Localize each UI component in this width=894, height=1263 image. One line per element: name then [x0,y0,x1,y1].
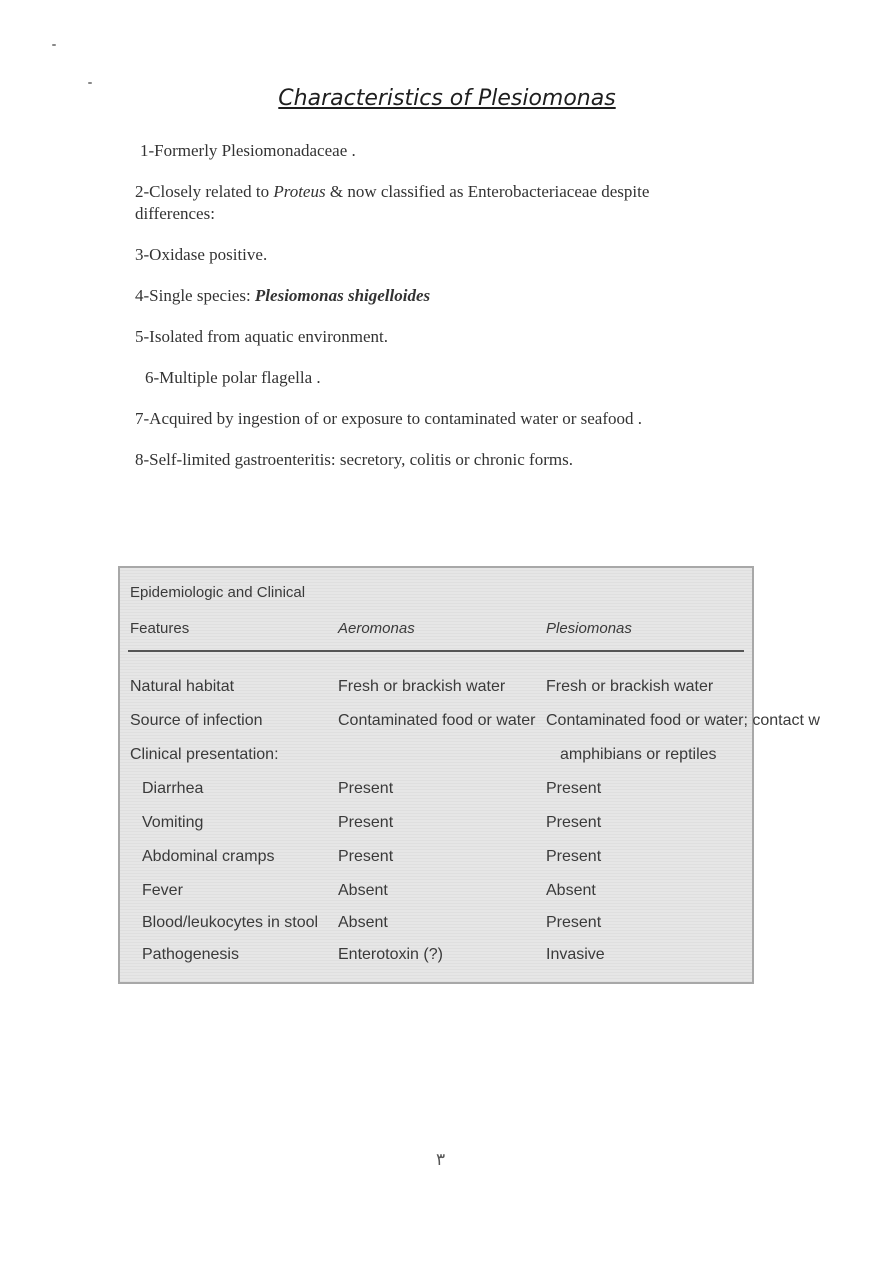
table-row: Fever Absent Absent [142,882,596,899]
list-item: 6-Multiple polar flagella . [145,368,321,387]
table-row: Natural habitat Fresh or brackish water Fresh or brackish water [130,678,714,695]
header-aeromonas: Aeromonas [338,620,415,637]
table-row: Abdominal cramps Present Present [142,848,602,865]
scan-speck [52,44,56,46]
list-item: 4-Single species: Plesiomonas shigelloides [135,286,431,305]
list-item: 5-Isolated from aquatic environment. [135,327,389,346]
page-number: ٣ [436,1150,446,1169]
table-row: Blood/leukocytes in stool Absent Present [142,914,602,931]
list-item: 2-Closely related to Proteus & now classified as Enterobacteriaceae despite differences: [135,182,650,223]
list-item: 3-Oxidase positive. [135,245,268,264]
comparison-table [118,566,820,984]
table-row: Pathogenesis Enterotoxin (?) Invasive [142,946,605,963]
table-row: Vomiting Present Present [142,814,602,831]
species-name: Plesiomonas shigelloides [254,286,431,305]
list-item: 1-Formerly Plesiomonadaceae . [140,141,356,160]
header-features-line2: Features [130,620,190,637]
header-plesiomonas: Plesiomonas [546,620,632,637]
table-row: Diarrhea Present Present [142,780,602,797]
genus-proteus: Proteus [273,182,326,201]
list-item: 7-Acquired by ingestion of or exposure to contaminated water or seafood . [135,409,643,428]
table-row: Source of infection Contaminated food or water Contaminated food or water; contact w [130,712,820,729]
characteristics-list [135,140,695,490]
header-features-line1: Epidemiologic and Clinical [130,584,306,601]
list-item: 8-Self-limited gastroenteritis: secretory, colitis or chronic forms. [135,450,573,469]
scan-speck [88,82,92,84]
table-row: Clinical presentation: amphibians or reptiles [130,746,717,763]
table-header [128,578,744,652]
page-title: Characteristics of Plesiomonas [278,86,616,111]
